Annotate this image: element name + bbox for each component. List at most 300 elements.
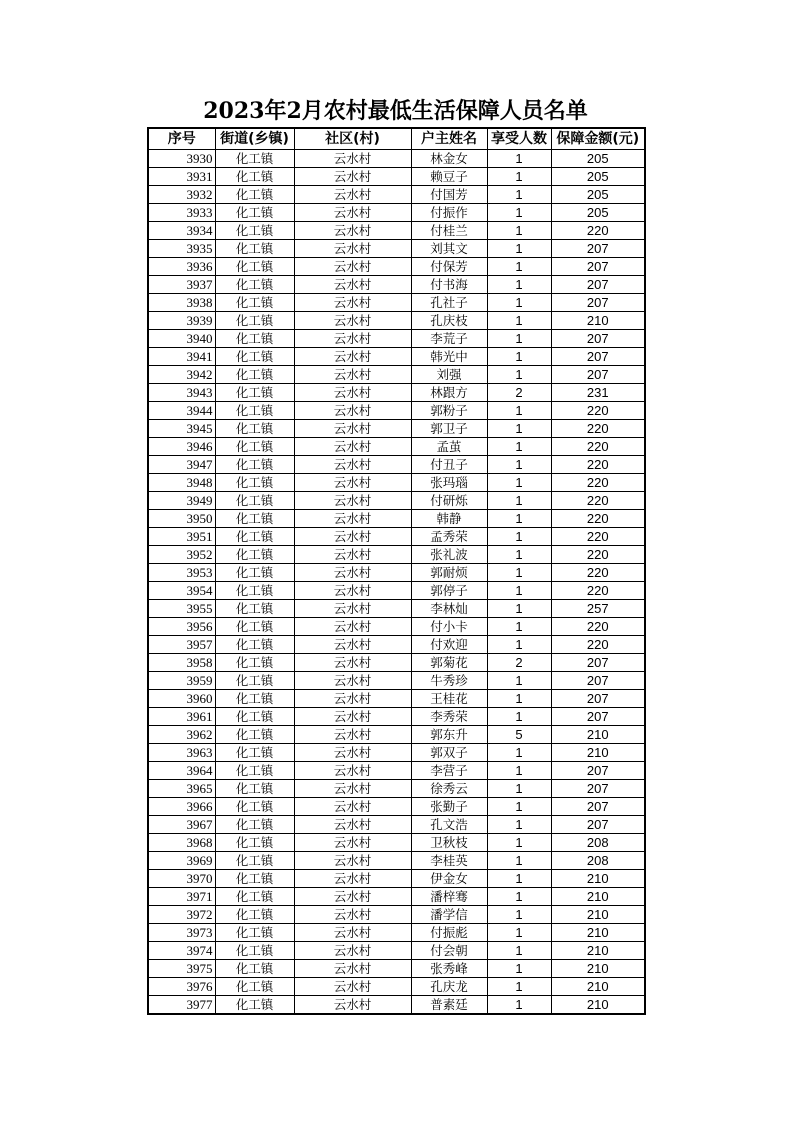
cell-householder: 张礼波 — [411, 546, 487, 564]
cell-householder: 张玛瑙 — [411, 474, 487, 492]
cell-householder: 付欢迎 — [411, 636, 487, 654]
cell-street: 化工镇 — [215, 150, 294, 168]
cell-street: 化工镇 — [215, 870, 294, 888]
table-row — [148, 744, 645, 762]
cell-amount: 208 — [551, 834, 645, 852]
table-row — [148, 726, 645, 744]
cell-count: 5 — [487, 726, 551, 744]
cell-seq: 3936 — [148, 258, 215, 276]
cell-seq: 3935 — [148, 240, 215, 258]
cell-householder: 潘梓骞 — [411, 888, 487, 906]
cell-amount: 207 — [551, 294, 645, 312]
cell-householder: 王桂花 — [411, 690, 487, 708]
cell-village: 云水村 — [294, 168, 411, 186]
cell-count: 1 — [487, 150, 551, 168]
cell-amount: 207 — [551, 780, 645, 798]
cell-street: 化工镇 — [215, 294, 294, 312]
cell-street: 化工镇 — [215, 600, 294, 618]
table-row — [148, 348, 645, 366]
cell-seq: 3968 — [148, 834, 215, 852]
cell-householder: 付丑子 — [411, 456, 487, 474]
cell-amount: 210 — [551, 996, 645, 1015]
cell-village: 云水村 — [294, 366, 411, 384]
cell-count: 1 — [487, 780, 551, 798]
cell-householder: 付小卡 — [411, 618, 487, 636]
cell-seq: 3963 — [148, 744, 215, 762]
cell-village: 云水村 — [294, 438, 411, 456]
cell-village: 云水村 — [294, 762, 411, 780]
cell-street: 化工镇 — [215, 996, 294, 1015]
cell-street: 化工镇 — [215, 942, 294, 960]
cell-amount: 210 — [551, 726, 645, 744]
cell-village: 云水村 — [294, 600, 411, 618]
cell-village: 云水村 — [294, 798, 411, 816]
cell-seq: 3961 — [148, 708, 215, 726]
cell-householder: 张秀峰 — [411, 960, 487, 978]
cell-village: 云水村 — [294, 690, 411, 708]
cell-seq: 3957 — [148, 636, 215, 654]
cell-householder: 孟茧 — [411, 438, 487, 456]
cell-seq: 3956 — [148, 618, 215, 636]
cell-street: 化工镇 — [215, 168, 294, 186]
cell-amount: 220 — [551, 456, 645, 474]
cell-village: 云水村 — [294, 384, 411, 402]
cell-street: 化工镇 — [215, 726, 294, 744]
cell-householder: 韩光中 — [411, 348, 487, 366]
cell-seq: 3943 — [148, 384, 215, 402]
cell-count: 1 — [487, 762, 551, 780]
cell-village: 云水村 — [294, 888, 411, 906]
header-householder: 户主姓名 — [411, 128, 487, 150]
cell-village: 云水村 — [294, 150, 411, 168]
cell-amount: 210 — [551, 888, 645, 906]
cell-village: 云水村 — [294, 672, 411, 690]
cell-street: 化工镇 — [215, 510, 294, 528]
cell-seq: 3976 — [148, 978, 215, 996]
cell-village: 云水村 — [294, 528, 411, 546]
cell-amount: 207 — [551, 672, 645, 690]
cell-village: 云水村 — [294, 204, 411, 222]
cell-village: 云水村 — [294, 942, 411, 960]
cell-householder: 伊金女 — [411, 870, 487, 888]
table-row — [148, 636, 645, 654]
cell-amount: 205 — [551, 168, 645, 186]
cell-seq: 3964 — [148, 762, 215, 780]
cell-count: 1 — [487, 672, 551, 690]
recipient-table — [147, 127, 646, 1015]
cell-village: 云水村 — [294, 582, 411, 600]
cell-seq: 3966 — [148, 798, 215, 816]
cell-amount: 220 — [551, 528, 645, 546]
cell-amount: 207 — [551, 276, 645, 294]
table-row — [148, 276, 645, 294]
cell-seq: 3967 — [148, 816, 215, 834]
cell-seq: 3973 — [148, 924, 215, 942]
cell-householder: 李林灿 — [411, 600, 487, 618]
cell-count: 1 — [487, 618, 551, 636]
table-row — [148, 672, 645, 690]
header-count: 享受人数 — [487, 128, 551, 150]
cell-street: 化工镇 — [215, 312, 294, 330]
cell-count: 1 — [487, 906, 551, 924]
table-row — [148, 978, 645, 996]
table-row — [148, 600, 645, 618]
table-row — [148, 762, 645, 780]
cell-street: 化工镇 — [215, 690, 294, 708]
cell-count: 1 — [487, 942, 551, 960]
cell-count: 1 — [487, 582, 551, 600]
cell-seq: 3972 — [148, 906, 215, 924]
table-row — [148, 150, 645, 168]
header-row — [148, 128, 645, 150]
cell-street: 化工镇 — [215, 852, 294, 870]
cell-householder: 卫秋枝 — [411, 834, 487, 852]
cell-street: 化工镇 — [215, 762, 294, 780]
cell-count: 1 — [487, 636, 551, 654]
cell-amount: 220 — [551, 564, 645, 582]
table-row — [148, 438, 645, 456]
cell-village: 云水村 — [294, 618, 411, 636]
cell-householder: 付研烁 — [411, 492, 487, 510]
cell-street: 化工镇 — [215, 240, 294, 258]
cell-street: 化工镇 — [215, 744, 294, 762]
table-row — [148, 906, 645, 924]
cell-amount: 220 — [551, 582, 645, 600]
cell-street: 化工镇 — [215, 978, 294, 996]
table-row — [148, 816, 645, 834]
cell-amount: 220 — [551, 510, 645, 528]
cell-count: 1 — [487, 330, 551, 348]
cell-householder: 李秀荣 — [411, 708, 487, 726]
cell-count: 1 — [487, 294, 551, 312]
cell-village: 云水村 — [294, 726, 411, 744]
cell-amount: 257 — [551, 600, 645, 618]
cell-count: 1 — [487, 708, 551, 726]
document-title: 2023年2月农村最低生活保障人员名单 — [203, 98, 588, 124]
cell-householder: 郭耐烦 — [411, 564, 487, 582]
cell-count: 1 — [487, 402, 551, 420]
cell-seq: 3969 — [148, 852, 215, 870]
cell-count: 1 — [487, 474, 551, 492]
table-row — [148, 546, 645, 564]
cell-village: 云水村 — [294, 294, 411, 312]
cell-count: 1 — [487, 276, 551, 294]
table-row — [148, 456, 645, 474]
cell-street: 化工镇 — [215, 582, 294, 600]
table-row — [148, 870, 645, 888]
cell-seq: 3960 — [148, 690, 215, 708]
cell-amount: 207 — [551, 366, 645, 384]
cell-seq: 3962 — [148, 726, 215, 744]
cell-householder: 普素廷 — [411, 996, 487, 1015]
table-row — [148, 564, 645, 582]
cell-amount: 205 — [551, 204, 645, 222]
table-row — [148, 690, 645, 708]
cell-seq: 3946 — [148, 438, 215, 456]
cell-seq: 3975 — [148, 960, 215, 978]
table-row — [148, 312, 645, 330]
cell-street: 化工镇 — [215, 222, 294, 240]
cell-householder: 张勤子 — [411, 798, 487, 816]
table-row — [148, 492, 645, 510]
table-row — [148, 384, 645, 402]
cell-village: 云水村 — [294, 924, 411, 942]
cell-street: 化工镇 — [215, 258, 294, 276]
cell-count: 1 — [487, 996, 551, 1015]
cell-seq: 3959 — [148, 672, 215, 690]
table-row — [148, 654, 645, 672]
cell-count: 1 — [487, 816, 551, 834]
header-village: 社区(村) — [294, 128, 411, 150]
cell-householder: 刘其文 — [411, 240, 487, 258]
cell-amount: 220 — [551, 474, 645, 492]
cell-amount: 210 — [551, 960, 645, 978]
cell-count: 1 — [487, 546, 551, 564]
cell-street: 化工镇 — [215, 816, 294, 834]
table-row — [148, 528, 645, 546]
cell-householder: 潘学信 — [411, 906, 487, 924]
cell-count: 1 — [487, 168, 551, 186]
cell-seq: 3977 — [148, 996, 215, 1015]
cell-seq: 3947 — [148, 456, 215, 474]
cell-seq: 3965 — [148, 780, 215, 798]
cell-count: 1 — [487, 186, 551, 204]
cell-householder: 刘强 — [411, 366, 487, 384]
cell-village: 云水村 — [294, 456, 411, 474]
table-row — [148, 420, 645, 438]
cell-count: 1 — [487, 366, 551, 384]
cell-amount: 210 — [551, 942, 645, 960]
cell-seq: 3954 — [148, 582, 215, 600]
cell-village: 云水村 — [294, 240, 411, 258]
cell-householder: 孔庆枝 — [411, 312, 487, 330]
cell-street: 化工镇 — [215, 834, 294, 852]
cell-street: 化工镇 — [215, 564, 294, 582]
cell-householder: 孔社子 — [411, 294, 487, 312]
table-body — [148, 150, 645, 1015]
cell-seq: 3930 — [148, 150, 215, 168]
cell-street: 化工镇 — [215, 672, 294, 690]
table-row — [148, 618, 645, 636]
cell-count: 1 — [487, 204, 551, 222]
cell-householder: 郭双子 — [411, 744, 487, 762]
table-row — [148, 780, 645, 798]
cell-count: 1 — [487, 870, 551, 888]
cell-count: 1 — [487, 798, 551, 816]
cell-amount: 207 — [551, 330, 645, 348]
cell-seq: 3932 — [148, 186, 215, 204]
table-row — [148, 852, 645, 870]
cell-seq: 3974 — [148, 942, 215, 960]
table-row — [148, 996, 645, 1015]
cell-amount: 220 — [551, 636, 645, 654]
cell-street: 化工镇 — [215, 420, 294, 438]
cell-street: 化工镇 — [215, 654, 294, 672]
table-row — [148, 708, 645, 726]
cell-amount: 207 — [551, 240, 645, 258]
cell-village: 云水村 — [294, 564, 411, 582]
cell-street: 化工镇 — [215, 906, 294, 924]
cell-seq: 3953 — [148, 564, 215, 582]
cell-village: 云水村 — [294, 708, 411, 726]
cell-householder: 付国芳 — [411, 186, 487, 204]
cell-amount: 207 — [551, 762, 645, 780]
cell-householder: 林跟方 — [411, 384, 487, 402]
cell-street: 化工镇 — [215, 888, 294, 906]
cell-count: 1 — [487, 744, 551, 762]
table-row — [148, 960, 645, 978]
cell-street: 化工镇 — [215, 402, 294, 420]
cell-householder: 韩静 — [411, 510, 487, 528]
cell-village: 云水村 — [294, 492, 411, 510]
table-row — [148, 204, 645, 222]
cell-householder: 郭粉子 — [411, 402, 487, 420]
cell-amount: 207 — [551, 708, 645, 726]
cell-householder: 牛秀珍 — [411, 672, 487, 690]
cell-village: 云水村 — [294, 636, 411, 654]
cell-amount: 231 — [551, 384, 645, 402]
table-row — [148, 888, 645, 906]
cell-seq: 3940 — [148, 330, 215, 348]
cell-householder: 付振作 — [411, 204, 487, 222]
table-row — [148, 168, 645, 186]
cell-householder: 林金女 — [411, 150, 487, 168]
cell-amount: 210 — [551, 312, 645, 330]
cell-seq: 3931 — [148, 168, 215, 186]
cell-street: 化工镇 — [215, 636, 294, 654]
cell-seq: 3942 — [148, 366, 215, 384]
cell-seq: 3945 — [148, 420, 215, 438]
cell-amount: 210 — [551, 870, 645, 888]
cell-count: 1 — [487, 960, 551, 978]
cell-amount: 207 — [551, 690, 645, 708]
cell-street: 化工镇 — [215, 708, 294, 726]
cell-householder: 付会朝 — [411, 942, 487, 960]
cell-street: 化工镇 — [215, 366, 294, 384]
cell-count: 1 — [487, 312, 551, 330]
cell-amount: 207 — [551, 798, 645, 816]
cell-street: 化工镇 — [215, 384, 294, 402]
cell-householder: 孟秀荣 — [411, 528, 487, 546]
cell-street: 化工镇 — [215, 924, 294, 942]
cell-count: 1 — [487, 510, 551, 528]
cell-village: 云水村 — [294, 276, 411, 294]
cell-householder: 郭东升 — [411, 726, 487, 744]
cell-householder: 徐秀云 — [411, 780, 487, 798]
cell-village: 云水村 — [294, 780, 411, 798]
cell-village: 云水村 — [294, 546, 411, 564]
cell-count: 1 — [487, 222, 551, 240]
cell-street: 化工镇 — [215, 330, 294, 348]
cell-village: 云水村 — [294, 906, 411, 924]
cell-count: 2 — [487, 384, 551, 402]
cell-seq: 3944 — [148, 402, 215, 420]
cell-street: 化工镇 — [215, 204, 294, 222]
cell-seq: 3970 — [148, 870, 215, 888]
cell-street: 化工镇 — [215, 618, 294, 636]
table-row — [148, 330, 645, 348]
cell-village: 云水村 — [294, 870, 411, 888]
cell-householder: 付书海 — [411, 276, 487, 294]
cell-seq: 3937 — [148, 276, 215, 294]
table-row — [148, 402, 645, 420]
table-row — [148, 924, 645, 942]
cell-amount: 210 — [551, 978, 645, 996]
cell-village: 云水村 — [294, 654, 411, 672]
cell-amount: 208 — [551, 852, 645, 870]
cell-householder: 郭卫子 — [411, 420, 487, 438]
cell-village: 云水村 — [294, 744, 411, 762]
cell-village: 云水村 — [294, 330, 411, 348]
header-street: 街道(乡镇) — [215, 128, 294, 150]
cell-street: 化工镇 — [215, 960, 294, 978]
table-row — [148, 186, 645, 204]
cell-amount: 205 — [551, 186, 645, 204]
cell-amount: 220 — [551, 618, 645, 636]
cell-count: 1 — [487, 438, 551, 456]
cell-amount: 210 — [551, 744, 645, 762]
cell-householder: 郭菊花 — [411, 654, 487, 672]
cell-seq: 3952 — [148, 546, 215, 564]
cell-householder: 孔庆龙 — [411, 978, 487, 996]
cell-seq: 3955 — [148, 600, 215, 618]
cell-seq: 3939 — [148, 312, 215, 330]
cell-village: 云水村 — [294, 510, 411, 528]
cell-amount: 220 — [551, 492, 645, 510]
cell-seq: 3933 — [148, 204, 215, 222]
cell-village: 云水村 — [294, 978, 411, 996]
cell-seq: 3951 — [148, 528, 215, 546]
cell-village: 云水村 — [294, 312, 411, 330]
table-row — [148, 222, 645, 240]
cell-householder: 李营子 — [411, 762, 487, 780]
table-row — [148, 258, 645, 276]
cell-seq: 3934 — [148, 222, 215, 240]
cell-count: 2 — [487, 654, 551, 672]
cell-amount: 220 — [551, 402, 645, 420]
cell-village: 云水村 — [294, 402, 411, 420]
cell-householder: 赖豆子 — [411, 168, 487, 186]
cell-count: 1 — [487, 456, 551, 474]
cell-count: 1 — [487, 348, 551, 366]
cell-count: 1 — [487, 924, 551, 942]
cell-householder: 孔文浩 — [411, 816, 487, 834]
header-seq: 序号 — [148, 128, 215, 150]
table-row — [148, 510, 645, 528]
cell-count: 1 — [487, 258, 551, 276]
cell-street: 化工镇 — [215, 546, 294, 564]
cell-count: 1 — [487, 564, 551, 582]
cell-street: 化工镇 — [215, 438, 294, 456]
cell-count: 1 — [487, 600, 551, 618]
cell-village: 云水村 — [294, 996, 411, 1015]
cell-seq: 3971 — [148, 888, 215, 906]
table-row — [148, 294, 645, 312]
cell-seq: 3949 — [148, 492, 215, 510]
cell-street: 化工镇 — [215, 186, 294, 204]
cell-street: 化工镇 — [215, 492, 294, 510]
cell-amount: 207 — [551, 816, 645, 834]
cell-village: 云水村 — [294, 852, 411, 870]
cell-village: 云水村 — [294, 348, 411, 366]
cell-street: 化工镇 — [215, 456, 294, 474]
table-row — [148, 942, 645, 960]
cell-householder: 付桂兰 — [411, 222, 487, 240]
cell-count: 1 — [487, 690, 551, 708]
cell-count: 1 — [487, 420, 551, 438]
cell-householder: 付振彪 — [411, 924, 487, 942]
cell-street: 化工镇 — [215, 348, 294, 366]
